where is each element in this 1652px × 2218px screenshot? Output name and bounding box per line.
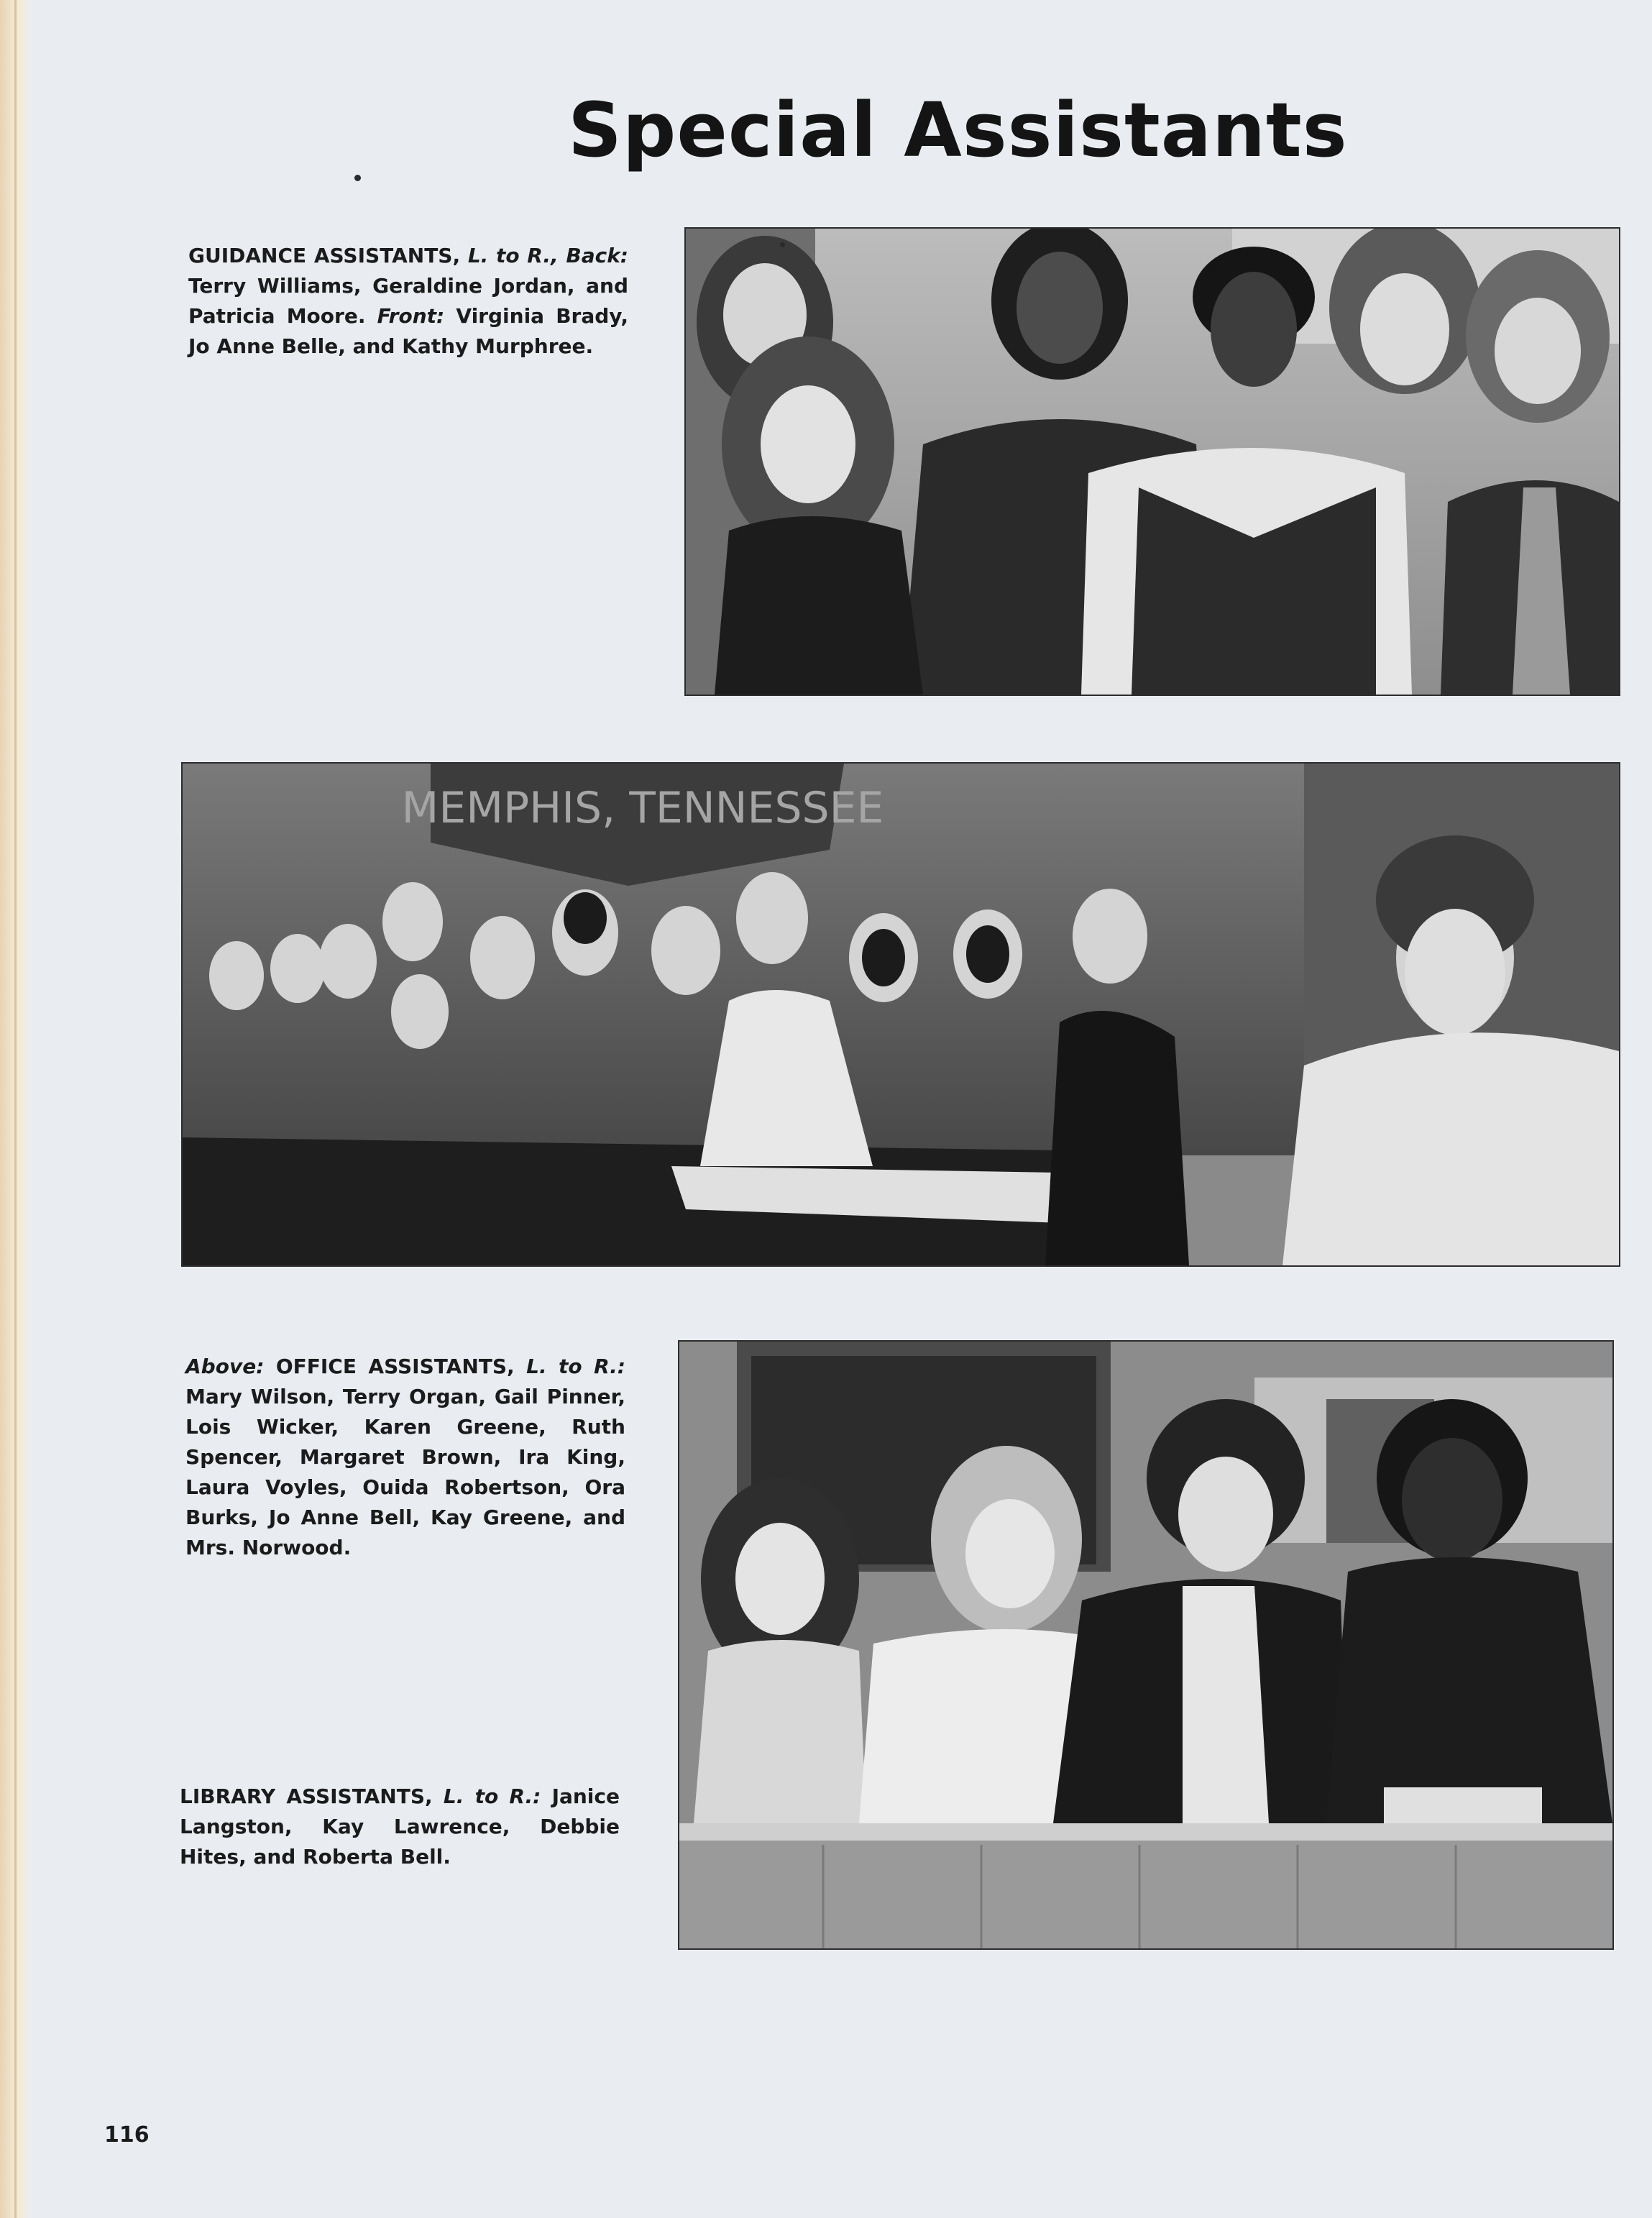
caption-front-names: Virginia Brady, Jo Anne Belle, and Kathy Murphree. xyxy=(188,304,629,358)
caption-order-label: L. to R.: xyxy=(526,1355,625,1378)
library-assistants-photo xyxy=(678,1340,1614,1950)
library-assistants-caption xyxy=(180,1782,620,1872)
print-speck xyxy=(780,242,785,247)
caption-order-label: L. to R.: xyxy=(443,1784,541,1808)
page-number: 116 xyxy=(104,2122,150,2148)
page-title: Special Assistants xyxy=(568,86,1348,174)
caption-order-label: L. to R., Back: xyxy=(467,244,629,267)
caption-names: Mary Wilson, Terry Organ, Gail Pinner, Lois Wicker, Karen Greene, Ruth Spencer, Margaret Brown, Ira King, Laura Voyles, Ouida Robertson, Ora Burks, Jo Anne Bell, Kay Greene, and Mrs. Norwood. xyxy=(185,1385,625,1559)
print-speck xyxy=(354,175,361,181)
office-assistants-photo xyxy=(181,762,1620,1267)
caption-group-name: OFFICE ASSISTANTS, xyxy=(275,1355,515,1378)
caption-group-name: GUIDANCE ASSISTANTS, xyxy=(188,244,461,267)
binding-fold-line xyxy=(14,0,17,2218)
guidance-assistants-caption xyxy=(188,241,628,362)
banner-text: MEMPHIS, TENNESSEE xyxy=(401,783,884,833)
guidance-assistants-photo xyxy=(684,227,1620,696)
caption-names: Janice Langston, Kay Lawrence, Debbie Hites, and Roberta Bell. xyxy=(180,1784,620,1869)
caption-position-label: Above: xyxy=(185,1355,265,1378)
office-assistants-caption xyxy=(185,1352,625,1563)
caption-front-label: Front: xyxy=(377,304,445,328)
caption-group-name: LIBRARY ASSISTANTS, xyxy=(180,1784,433,1808)
caption-back-names: Terry Williams, Geraldine Jordan, and Patricia Moore. xyxy=(188,274,628,328)
